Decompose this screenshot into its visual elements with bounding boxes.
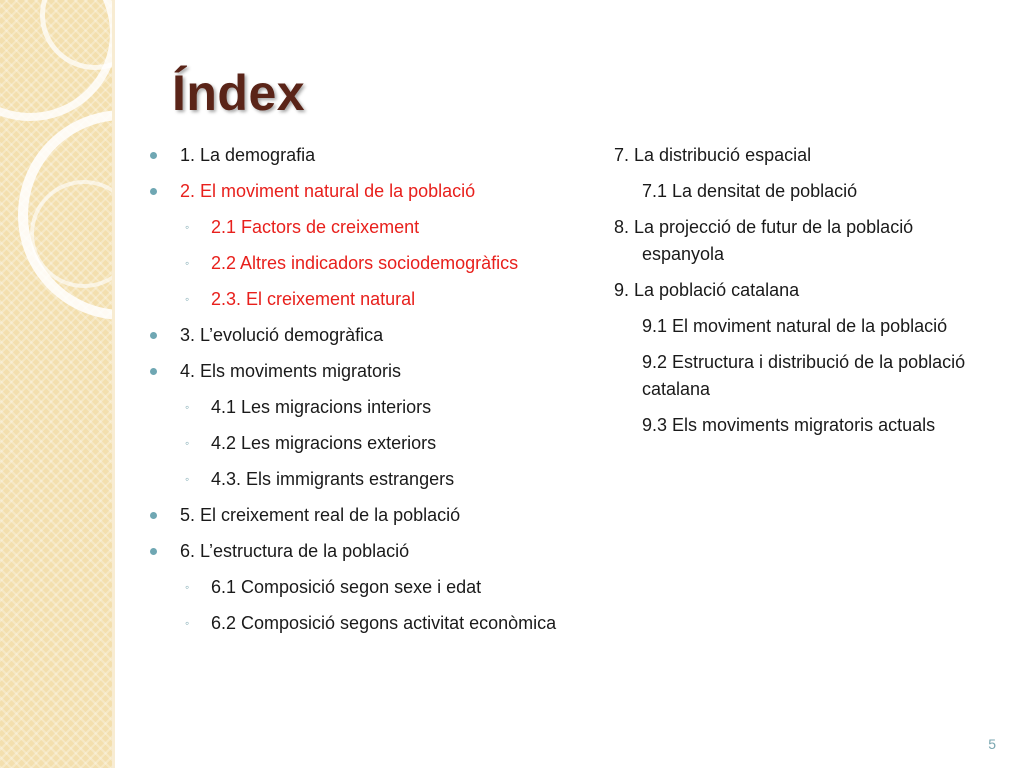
index-item-label: 4.1 Les migracions interiors [211,397,432,417]
round-bullet-icon [150,188,157,195]
ring-bullet-icon: ◦ [185,400,190,414]
index-item [150,538,570,565]
index-item [150,322,570,349]
index-item [614,277,994,304]
index-item-label: 1. La demografia [180,145,316,165]
ring-bullet-icon: ◦ [185,292,190,306]
index-item-label: 9.2 Estructura i distribució de la població catalana [642,352,966,399]
index-subitem [150,430,570,457]
index-item [150,358,570,385]
index-subitem [614,412,994,439]
index-item [614,142,994,169]
index-item-label: 5. El creixement real de la població [180,505,461,525]
index-item-label: 2. El moviment natural de la població [180,181,476,201]
index-item-label: 8. La projecció de futur de la població espanyola [614,217,914,264]
index-item [150,142,570,169]
index-item-label: 7. La distribució espacial [614,145,812,165]
ring-bullet-icon: ◦ [185,580,190,594]
index-item [614,214,994,268]
index-item-label: 6.2 Composició segons activitat econòmica [211,613,557,633]
index-subitem [150,394,570,421]
index-right-column [614,142,994,448]
index-item [150,178,570,205]
index-subitem [614,349,994,403]
index-item-label: 9.1 El moviment natural de la població [642,316,948,336]
index-item-label: 4. Els moviments migratoris [180,361,402,381]
round-bullet-icon [150,368,157,375]
ring-bullet-icon: ◦ [185,256,190,270]
index-subitem [150,286,570,313]
ring-bullet-icon: ◦ [185,472,190,486]
round-bullet-icon [150,548,157,555]
ring-bullet-icon: ◦ [185,616,190,630]
index-item [150,502,570,529]
decorative-sidebar [0,0,115,768]
ring-bullet-icon: ◦ [185,220,190,234]
index-left-column [150,142,570,646]
index-item-label: 2.3. El creixement natural [211,289,416,309]
index-subitem [150,214,570,241]
page-number: 5 [988,736,996,752]
index-subitem [614,313,994,340]
slide-title: Índex [172,65,306,121]
index-subitem [150,250,570,277]
index-item-label: 2.2 Altres indicadors sociodemogràfics [211,253,519,273]
index-subitem [150,610,570,637]
index-item-label: 7.1 La densitat de població [642,181,858,201]
index-item-label: 6.1 Composició segon sexe i edat [211,577,482,597]
ring-bullet-icon: ◦ [185,436,190,450]
index-item-label: 4.3. Els immigrants estrangers [211,469,455,489]
index-subitem [614,178,994,205]
index-item-label: 3. L’evolució demogràfica [180,325,384,345]
index-item-label: 6. L’estructura de la població [180,541,410,561]
index-subitem [150,466,570,493]
index-item-label: 2.1 Factors de creixement [211,217,420,237]
index-item-label: 9.3 Els moviments migratoris actuals [642,415,936,435]
round-bullet-icon [150,152,157,159]
index-item-label: 9. La població catalana [614,280,800,300]
round-bullet-icon [150,332,157,339]
index-item-label: 4.2 Les migracions exteriors [211,433,437,453]
index-subitem [150,574,570,601]
round-bullet-icon [150,512,157,519]
